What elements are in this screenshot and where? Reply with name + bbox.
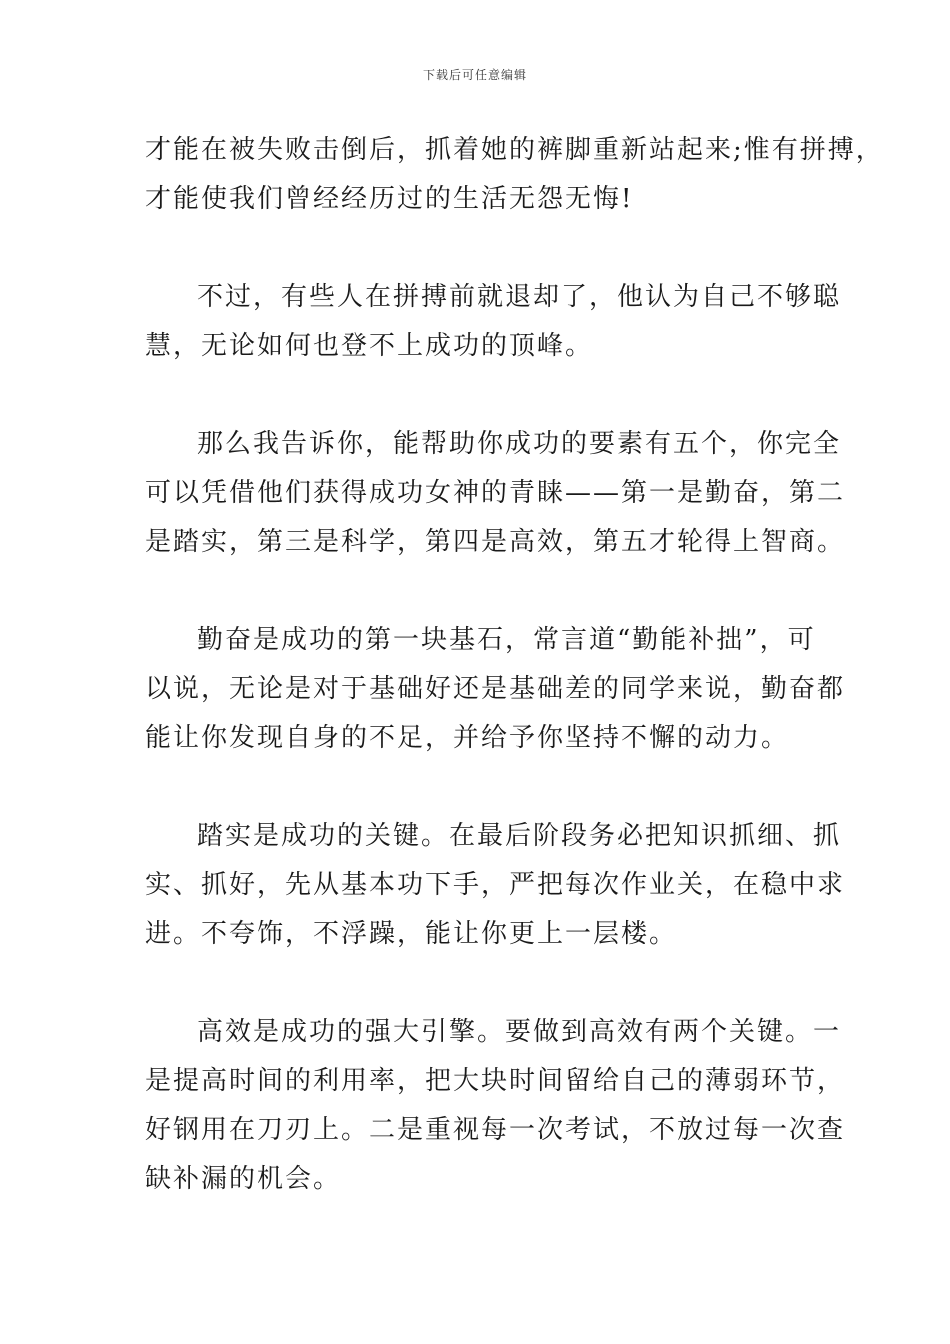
paragraph-line: 以说，无论是对于基础好还是基础差的同学来说，勤奋都 xyxy=(145,674,846,704)
paragraph-line: 进。不夸饰，不浮躁，能让你更上一层楼。 xyxy=(145,919,678,949)
document-body xyxy=(145,126,884,1253)
paragraph-line: 能让你发现自身的不足，并给予你坚持不懈的动力。 xyxy=(145,723,790,753)
paragraph-line: 是踏实，第三是科学，第四是高效，第五才轮得上智商。 xyxy=(145,527,846,557)
paragraph-6 xyxy=(145,1008,846,1204)
paragraph-line: 才能在被失败击倒后，抓着她的裤脚重新站起来;惟有拼搏， xyxy=(145,135,884,165)
paragraph-line: 才能使我们曾经经历过的生活无怨无悔! xyxy=(145,184,634,214)
paragraph-2 xyxy=(145,273,842,371)
paragraph-5 xyxy=(145,812,846,959)
paragraph-line: 那么我告诉你，能帮助你成功的要素有五个，你完全 xyxy=(197,429,842,459)
paragraph-line: 好钢用在刀刃上。二是重视每一次考试，不放过每一次查 xyxy=(145,1115,846,1145)
paragraph-line: 是提高时间的利用率，把大块时间留给自己的薄弱环节， xyxy=(145,1066,846,1096)
paragraph-line: 踏实是成功的关键。在最后阶段务必把知识抓细、抓 xyxy=(197,821,842,851)
paragraph-line: 不过，有些人在拼搏前就退却了，他认为自己不够聪 xyxy=(197,282,842,312)
paragraph-line: 可以凭借他们获得成功女神的青睐——第一是勤奋，第二 xyxy=(145,478,846,508)
page-header: 下载后可任意编辑 xyxy=(422,68,527,82)
paragraph-line: 慧，无论如何也登不上成功的顶峰。 xyxy=(145,331,594,361)
paragraph-line: 高效是成功的强大引擎。要做到高效有两个关键。一 xyxy=(197,1017,842,1047)
paragraph-line: 实、抓好，先从基本功下手，严把每次作业关，在稳中求 xyxy=(145,870,846,900)
paragraph-line: 勤奋是成功的第一块基石，常言道“勤能补拙”，可 xyxy=(197,625,816,655)
paragraph-4 xyxy=(145,616,846,763)
paragraph-3 xyxy=(145,420,846,567)
paragraph-line: 缺补漏的机会。 xyxy=(145,1164,342,1194)
paragraph-1 xyxy=(145,126,884,224)
